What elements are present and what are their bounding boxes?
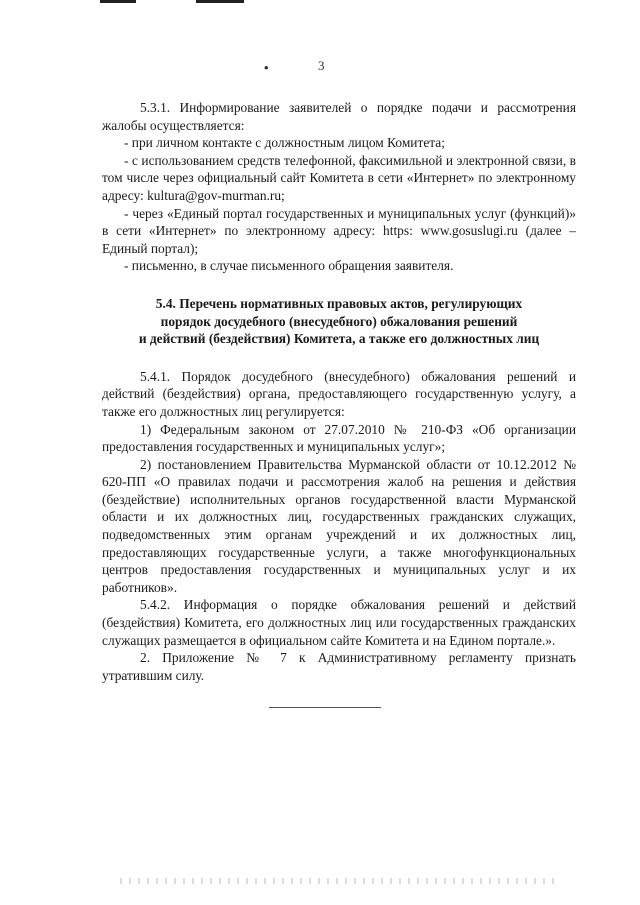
paragraph: 5.3.1. Информирование заявителей о порядке подачи и рассмотрения жалобы осуществляется: — [102, 100, 576, 133]
paragraph: - при личном контакте с должностным лицом Комитета; — [124, 135, 445, 151]
scan-artifact-top — [196, 0, 244, 3]
section-heading: 5.4. Перечень нормативных правовых актов, регулирующих — [155, 295, 523, 311]
section-heading: и действий (бездействия) Комитета, а также его должностных лиц — [138, 331, 540, 347]
paragraph: - письменно, в случае письменного обращения заявителя. — [124, 258, 454, 274]
scan-artifact-bottom — [120, 878, 560, 884]
paragraph: - через «Единый портал государственных и муниципальных услуг (функций)» в сети «Интернет» по электронному адресу: https: www.gosuslugi.ru (далее – Единый портал); — [102, 205, 576, 256]
paragraph: 5.4.2. Информация о порядке обжалования решений и действий (бездействия) Комитета, его должностных лиц или государственных гражданских служащих размещается в официальном сайте Комитета и на Едином портале.». — [102, 597, 576, 648]
section-heading: порядок досудебного (внесудебного) обжалования решений — [160, 313, 518, 329]
scan-artifact-top — [100, 0, 136, 3]
closing-rule — [269, 707, 381, 708]
paragraph: 2. Приложение № 7 к Административному регламенту признать утратившим силу. — [102, 650, 576, 683]
paragraph: - с использованием средств телефонной, факсимильной и электронной связи, в том числе через официальный сайт Комитета в сети «Интернет» по электронному адресу: kultura@gov-murman.ru; — [102, 152, 576, 203]
paragraph: 1) Федеральным законом от 27.07.2010 № 210-ФЗ «Об организации предоставления государственных и муниципальных услуг»; — [102, 421, 576, 455]
document-body — [102, 99, 576, 684]
paragraph: 2) постановлением Правительства Мурманской области от 10.12.2012 № 620-ПП «О правилах подачи и рассмотрения жалоб на решения и действия (бездействие) исполнительных органов государственной власти Мурманской области и их должностных лиц, государственных гражданских служащих, подведомственных этим органам учреждений и их должностных лиц, предоставляющих государственные услуги, а также многофункциональных центров предоставления государственных и муниципальных услуг и их работников». — [102, 456, 576, 595]
paragraph: 5.4.1. Порядок досудебного (внесудебного) обжалования решений и действий (бездействия) органа, предоставляющего государственную услугу, а также его должностных лиц регулируется: — [102, 368, 576, 419]
page-dot: • — [264, 60, 269, 75]
page-number: 3 — [318, 58, 325, 73]
